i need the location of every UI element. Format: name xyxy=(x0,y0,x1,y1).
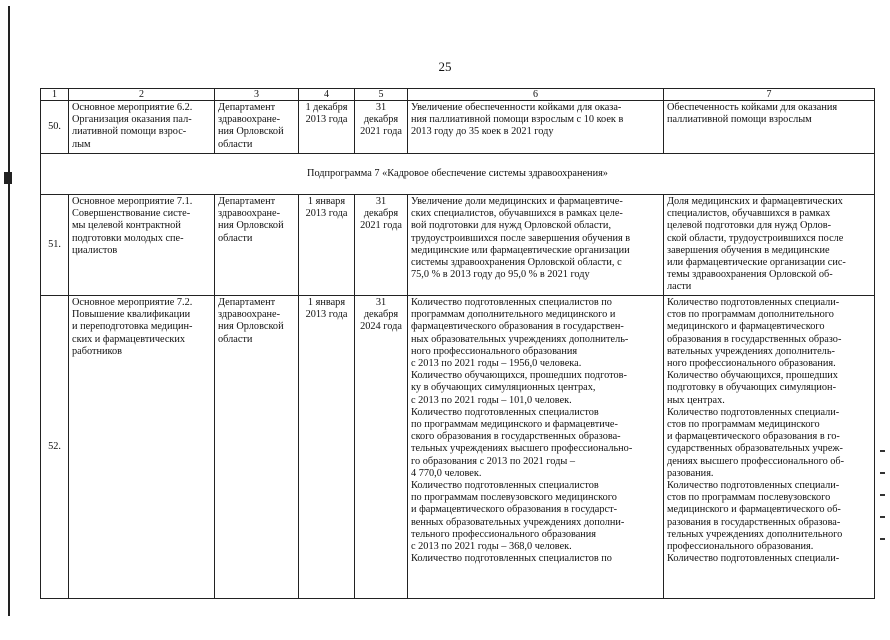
table-row xyxy=(41,101,875,154)
end-date-cell: 31 декабря 2021 года xyxy=(355,195,408,296)
table-header-row xyxy=(41,89,875,101)
table-row xyxy=(41,195,875,296)
scan-artifact-mark xyxy=(4,172,12,184)
activity-cell: Основное мероприятие 6.2. Организация оказания пал- лиативной помощи взрос- лым xyxy=(69,101,215,154)
subprogram-title: Подпрограмма 7 «Кадровое обеспечение системы здравоохранения» xyxy=(41,154,875,195)
expected-result-cell: Увеличение доли медицинских и фармацевтиче- ских специалистов, обучавшихся в рамках целе- вой подготовки для нужд Орловской области, трудоустроившихся после завершения обучения в медицинские или фармацевтические организации системы здравоохранения Орловской области, с 75,0 % в 2013 году до 95,0 % в 2021 году xyxy=(408,195,664,296)
activity-cell: Основное мероприятие 7.2. Повышение квалификации и переподготовка медицин- ских и фармацевтических работников xyxy=(69,296,215,599)
column-number-2: 2 xyxy=(69,89,215,101)
activity-cell: Основное мероприятие 7.1. Совершенствование систе- мы целевой контрактной подготовки молодых спе- циалистов xyxy=(69,195,215,296)
indicator-cell: Количество подготовленных специали- стов по программам дополнительного медицинского и фармацевтического образования в государственных образо- вательных учреждениях дополнитель- ного профессионального образования. Количество обучающихся, прошедших подготовку в обучающих симуляцион- ных центрах. Количество подготовленных специали- стов по программам медицинского и фармацевтического образования в го- сударственных образовательных учреж- дениях высшего профессионального об- разования. Количество подготовленных специали- стов по программам послевузовского медицинского и фармацевтического об- разования в государственных образова- тельных учреждениях дополнительного профессионального образования. Количество подготовленных специали- xyxy=(664,296,875,599)
end-date-cell: 31 декабря 2021 года xyxy=(355,101,408,154)
table-row xyxy=(41,296,875,599)
column-number-3: 3 xyxy=(215,89,299,101)
row-number: 50. xyxy=(41,101,69,154)
start-date-cell: 1 января 2013 года xyxy=(299,296,355,599)
scan-right-marks xyxy=(880,450,888,560)
row-number: 51. xyxy=(41,195,69,296)
expected-result-cell: Количество подготовленных специалистов по программам дополнительного медицинского и фармацевтического образования в государствен- ных образовательных учреждениях дополнитель- ного профессионального образования с 2013 по 2021 годы – 1956,0 человека. Количество обучающихся, прошедших подготов- ку в обучающих симуляционных центрах, с 2013 по 2021 годы – 101,0 человек. Количество подготовленных специалистов по программам медицинского и фармацевтиче- ского образования в государственных образова- тельных учреждениях высшего профессионально- го образования с 2013 по 2021 годы – 4 770,0 человек. Количество подготовленных специалистов по программам послевузовского медицинского и фармацевтического образования в государст- венных образовательных учреждениях дополни- тельного профессионального образования с 2013 по 2021 годы – 368,0 человек. Количество подготовленных специалистов по xyxy=(408,296,664,599)
start-date-cell: 1 декабря 2013 года xyxy=(299,101,355,154)
indicator-cell: Обеспеченность койками для оказания паллиативной помощи взрослым xyxy=(664,101,875,154)
scan-left-border xyxy=(8,6,10,616)
row-number: 52. xyxy=(41,296,69,599)
column-number-4: 4 xyxy=(299,89,355,101)
column-number-6: 6 xyxy=(408,89,664,101)
subprogram-row xyxy=(41,154,875,195)
executor-cell: Департамент здравоохране- ния Орловской области xyxy=(215,195,299,296)
indicator-cell: Доля медицинских и фармацевтических специалистов, обучавшихся в рамках целевой подготовки для нужд Орлов- ской области, трудоустроившихся после завершения обучения в медицинские или фармацевтические организации сис- темы здравоохранения Орловской об- ласти xyxy=(664,195,875,296)
end-date-cell: 31 декабря 2024 года xyxy=(355,296,408,599)
expected-result-cell: Увеличение обеспеченности койками для оказа- ния паллиативной помощи взрослым с 10 коек в 2013 году до 35 коек в 2021 году xyxy=(408,101,664,154)
page-number: 25 xyxy=(438,59,452,74)
column-number-5: 5 xyxy=(355,89,408,101)
executor-cell: Департамент здравоохране- ния Орловской области xyxy=(215,296,299,599)
column-number-1: 1 xyxy=(41,89,69,101)
start-date-cell: 1 января 2013 года xyxy=(299,195,355,296)
executor-cell: Департамент здравоохране- ния Орловской области xyxy=(215,101,299,154)
column-number-7: 7 xyxy=(664,89,875,101)
program-activities-table xyxy=(40,88,875,599)
